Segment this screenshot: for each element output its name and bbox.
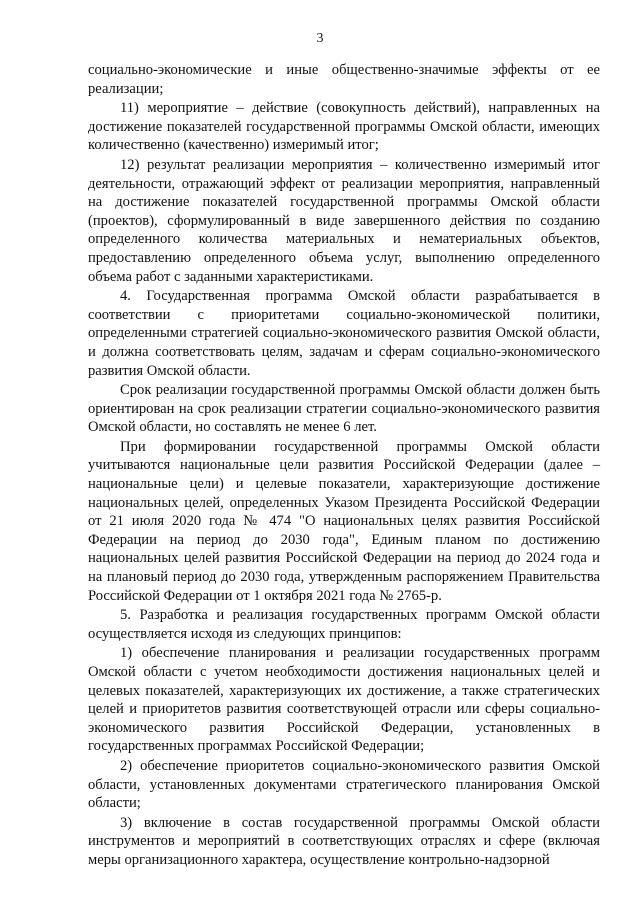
document-body xyxy=(88,61,600,870)
paragraph-continuation: социально-экономические и иные общественно-значимые эффекты от ее реализации; xyxy=(88,62,600,97)
paragraph-principle-1: 1) обеспечение планирования и реализации государственных программ Омской области с учетом необходимости достижения национальных целей и целевых показателей, характеризующих их достижение, а также стратегических целей и приоритетов развития соответствующей отрасли или сферы социально-экономического развития Российской Федерации, установленных в государственных программах Российской Федерации; xyxy=(88,645,600,755)
paragraph-principle-3: 3) включение в состав государственной программы Омской области инструментов и мероприятий в соответствующих отраслях и сфере (включая меры организационного характера, осуществление контрольно-надзорной xyxy=(88,814,600,868)
paragraph-program-term: Срок реализации государственной программы Омской области должен быть ориентирован на срок реализации стратегии социально-экономического развития Омской области, но составлять не менее 6 лет. xyxy=(88,382,600,436)
paragraph-section-5: 5. Разработка и реализация государственных программ Омской области осуществляется исходя из следующих принципов: xyxy=(88,607,600,642)
paragraph-item-12: 12) результат реализации мероприятия – количественно измеримый итог деятельности, отражающий эффект от реализации мероприятия, направленный на достижение показателей государственной программы Омской области (проектов), сформулированный в виде завершенного действия по созданию определенного количества материальных и нематериальных объектов, предоставлению определенного объема услуг, выполнению определенного объема работ с заданными характеристиками. xyxy=(88,156,600,285)
paragraph-item-11: 11) мероприятие – действие (совокупность действий), направленных на достижение показателей государственной программы Омской области, имеющих количественно (качественно) измеримый итог; xyxy=(88,100,600,154)
paragraph-section-4: 4. Государственная программа Омской области разрабатывается в соответствии с приоритетами социально-экономической политики, определенными стратегией социально-экономического развития Омской области, и должна соответствовать целям, задачам и сферам социально-экономического развития Омской области. xyxy=(88,288,600,379)
paragraph-principle-2: 2) обеспечение приоритетов социально-экономического развития Омской области, установленных документами стратегического планирования Омской области; xyxy=(88,757,600,812)
paragraph-national-goals: При формировании государственной программы Омской области учитываются национальные цели развития Российской Федерации (далее – национальные цели) и целевые показатели, характеризующие достижение национальных целей, определенных Указом Президента Российской Федерации от 21 июля 2020 года № 474 "О национальных целях развития Российской Федерации на период до 2030 года", Единым планом по достижению национальных целей развития Российской Федерации на период до 2024 года и на плановый период до 2030 года, утвержденным распоряжением Правительства Российской Федерации от 1 октября 2021 года № 2765-р. xyxy=(88,438,600,604)
page-number: 3 xyxy=(316,31,324,46)
